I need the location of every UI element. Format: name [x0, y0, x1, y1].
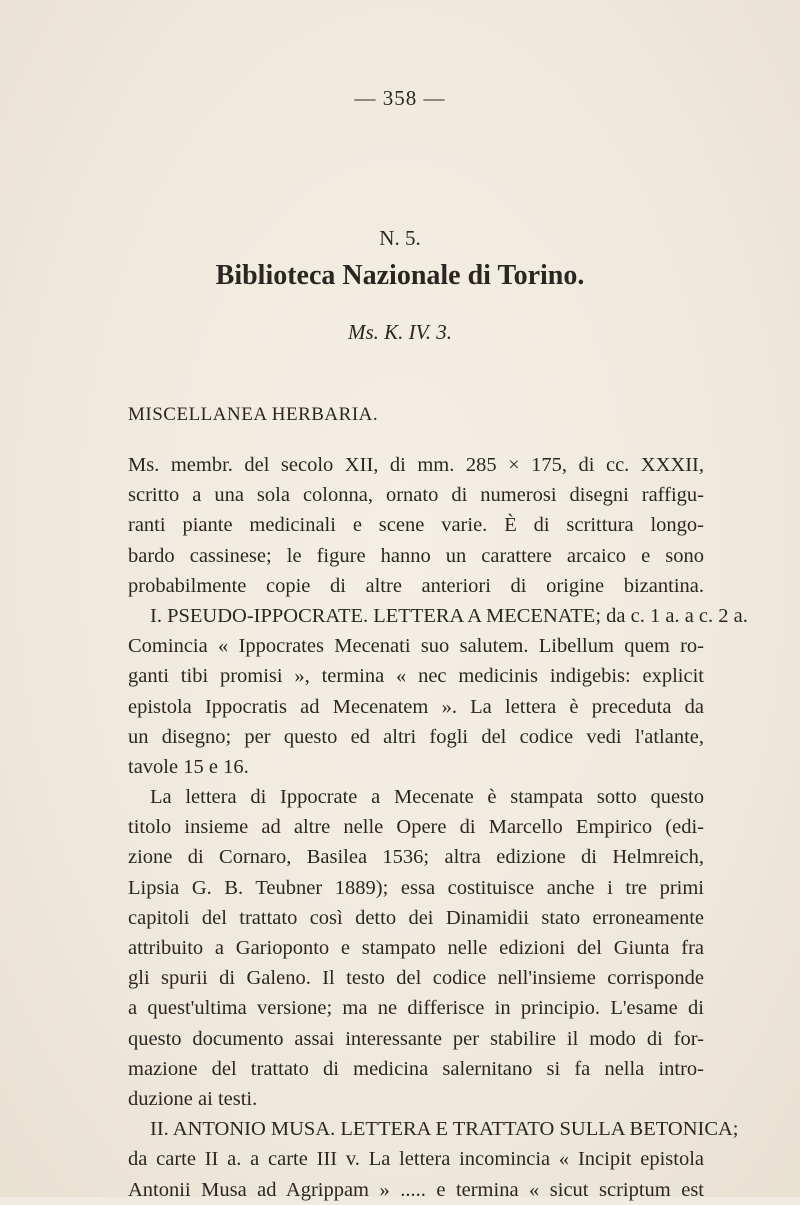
text-line: un disegno; per questo ed altri fogli del codice vedi l'atlante, [128, 725, 704, 748]
text-line: epistola Ippocratis ad Mecenatem ». La lettera è preceduta da [128, 695, 704, 718]
text-line: Ms. membr. del secolo XII, di mm. 285 × 175, di cc. XXXII, [128, 454, 704, 476]
text-line: titolo insieme ad altre nelle Opere di Marcello Empirico (edi- [128, 816, 704, 839]
text-line: capitoli del trattato così detto dei Dinamidii stato erroneamente [128, 906, 704, 929]
text-line: attribuito a Garioponto e stampato nelle edizioni del Giunta fra [128, 937, 704, 959]
text-line: Antonii Musa ad Agrippam » ..... e termina « sicut scriptum est [128, 1178, 704, 1201]
text-line: a quest'ultima versione; ma ne differisce in principio. L'esame di [128, 997, 704, 1020]
text-line: La lettera di Ippocrate a Mecenate è stampata sotto questo [150, 786, 704, 809]
text-line: questo documento assai interessante per stabilire il modo di for- [128, 1027, 704, 1050]
text-line: scritto a una sola colonna, ornato di numerosi disegni raffigu- [128, 484, 704, 507]
text-line: zione di Cornaro, Basilea 1536; altra edizione di Helmreich, [128, 846, 704, 869]
text-line: duzione ai testi. [128, 1087, 258, 1110]
body-text [128, 450, 748, 1205]
text-line: Comincia « Ippocrates Mecenati suo salutem. Libellum quem ro- [128, 635, 704, 658]
text-line: da carte II a. a carte III v. La lettera incomincia « Incipit epistola [128, 1148, 704, 1171]
text-line: gli spurii di Galeno. Il testo del codice nell'insieme corrisponde [128, 967, 704, 990]
text-line: mazione del trattato di medicina salernitano si fa nella intro- [128, 1057, 704, 1080]
text-line: bardo cassinese; le figure hanno un carattere arcaico e sono [128, 544, 704, 567]
text-line: I. PSEUDO-IPPOCRATE. LETTERA A MECENATE; da c. 1 a. a c. 2 a. [150, 604, 748, 627]
text-line: probabilmente copie di altre anteriori di origine bizantina. [128, 574, 704, 597]
section-heading: MISCELLANEA HERBARIA. [128, 404, 379, 425]
page-number: — 358 — [354, 86, 446, 110]
entry-number: N. 5. [379, 226, 421, 250]
library-title: Biblioteca Nazionale di Torino. [215, 260, 585, 291]
text-line: Lipsia G. B. Teubner 1889); essa costituisce anche i tre primi [128, 876, 704, 899]
text-line: ranti piante medicinali e scene varie. È di scrittura longo- [128, 514, 704, 537]
text-line: tavole 15 e 16. [128, 755, 249, 778]
shelfmark: Ms. K. IV. 3. [347, 320, 453, 344]
text-line: ganti tibi promisi », termina « nec medicinis indigebis: explicit [128, 665, 704, 688]
text-line: II. ANTONIO MUSA. LETTERA E TRATTATO SULLA BETONICA; [150, 1118, 739, 1141]
